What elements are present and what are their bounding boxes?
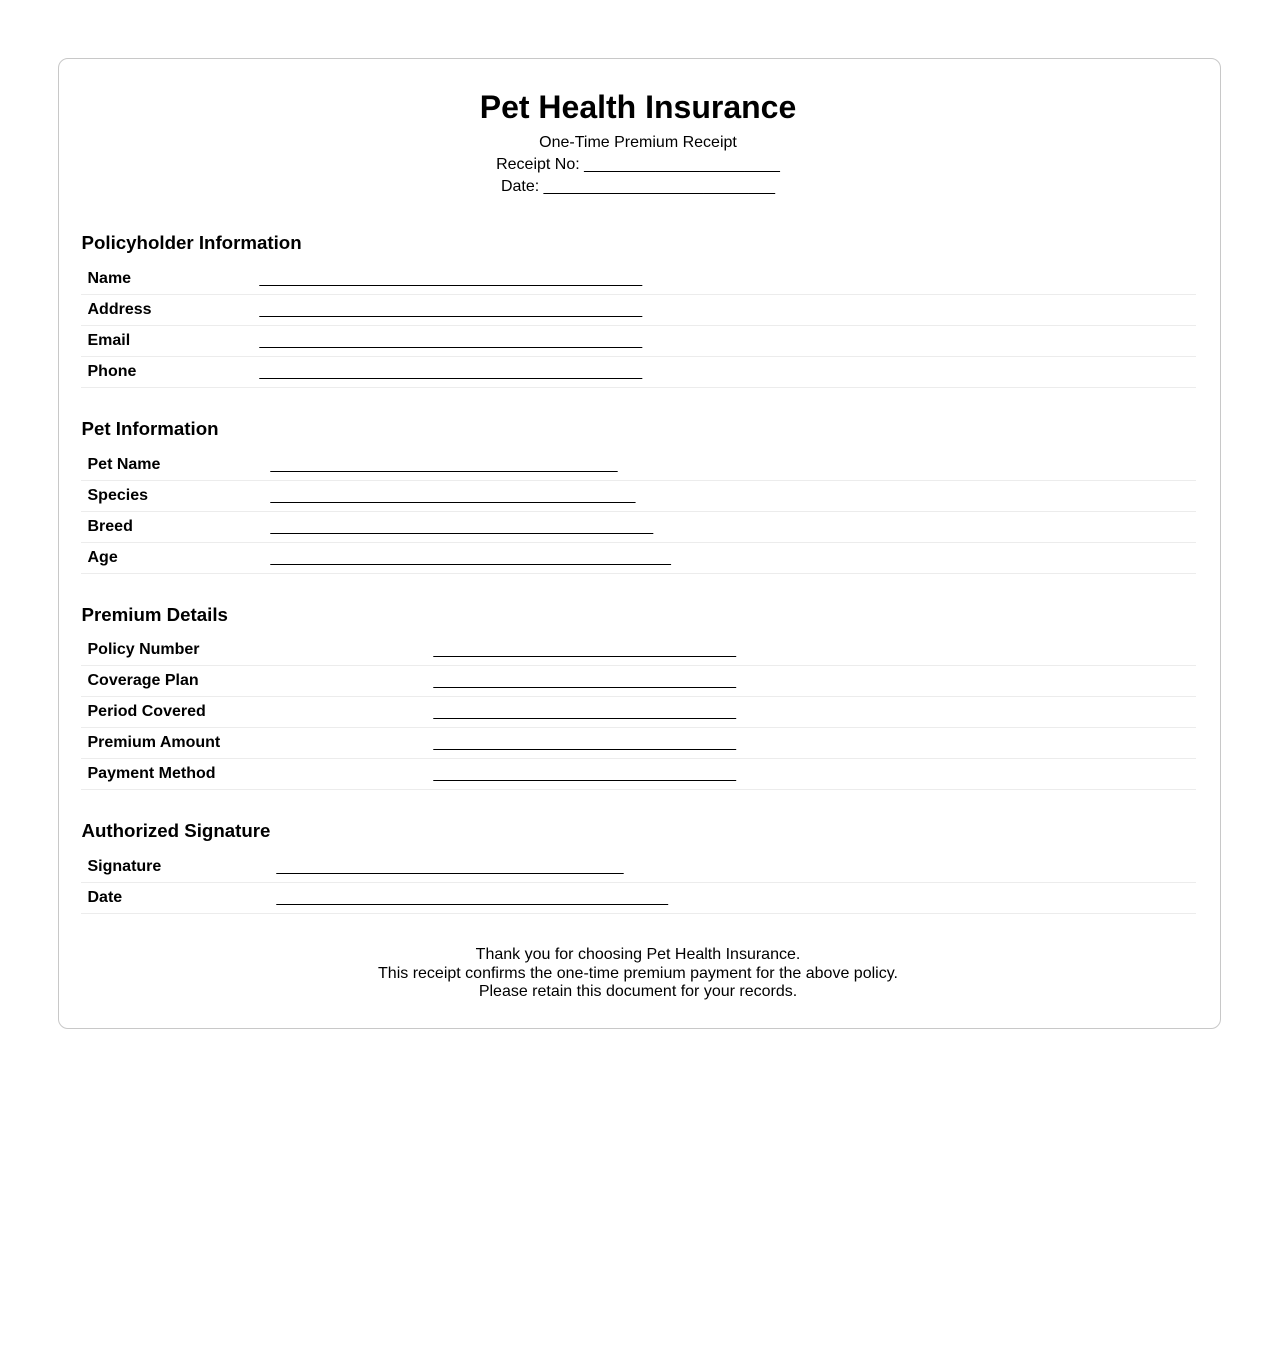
receipt-date-blank-line: __________________________ bbox=[543, 177, 776, 195]
blank-line: _____________________________________________ bbox=[270, 548, 671, 566]
footer-line: Please retain this document for your records. bbox=[478, 983, 798, 1001]
field-label: Policy Number bbox=[87, 641, 200, 659]
field-label: Breed bbox=[87, 517, 133, 535]
field-label: Period Covered bbox=[87, 703, 206, 721]
form-row-breed bbox=[81, 512, 1196, 543]
section-policyholder-information bbox=[81, 232, 1196, 388]
blank-line: __________________________________ bbox=[433, 734, 737, 752]
section-authorized-signature bbox=[81, 820, 1196, 914]
form-row-signature-date bbox=[81, 883, 1196, 914]
blank-line: ___________________________________________ bbox=[259, 300, 643, 318]
form-row-pet-name bbox=[81, 450, 1196, 481]
field-label: Address bbox=[87, 300, 152, 318]
form-row-name bbox=[81, 264, 1196, 295]
section-title: Pet Information bbox=[81, 417, 219, 439]
blank-line: _______________________________________ bbox=[276, 858, 624, 876]
blank-line: ____________________________________________ bbox=[276, 889, 669, 907]
page bbox=[0, 58, 1278, 1358]
field-label: Date bbox=[87, 889, 123, 907]
section-title: Premium Details bbox=[81, 603, 228, 625]
field-label: Pet Name bbox=[87, 455, 161, 473]
receipt-footer bbox=[81, 946, 1196, 1002]
receipt-subtitle: One-Time Premium Receipt bbox=[539, 133, 737, 151]
footer-line: Thank you for choosing Pet Health Insurance. bbox=[475, 946, 801, 964]
form-row-signature bbox=[81, 852, 1196, 883]
blank-line: __________________________________ bbox=[433, 765, 737, 783]
field-label: Name bbox=[87, 269, 132, 287]
receipt-number-blank-line: ______________________ bbox=[584, 155, 780, 173]
section-title: Policyholder Information bbox=[81, 231, 302, 253]
form-row-phone bbox=[81, 357, 1196, 388]
form-row-policy-number bbox=[81, 635, 1196, 666]
blank-line: ___________________________________________ bbox=[270, 517, 654, 535]
form-row-species bbox=[81, 481, 1196, 512]
blank-line: _________________________________________ bbox=[270, 486, 636, 504]
field-label: Premium Amount bbox=[87, 734, 221, 752]
field-label: Age bbox=[87, 548, 118, 566]
section-premium-details bbox=[81, 604, 1196, 791]
field-label: Email bbox=[87, 331, 131, 349]
section-pet-information bbox=[81, 418, 1196, 574]
form-row-premium-amount bbox=[81, 728, 1196, 759]
form-row-coverage-plan bbox=[81, 666, 1196, 697]
form-row-payment-method bbox=[81, 759, 1196, 790]
form-row-address bbox=[81, 295, 1196, 326]
blank-line: __________________________________ bbox=[433, 641, 737, 659]
section-title: Authorized Signature bbox=[81, 820, 271, 842]
field-label: Payment Method bbox=[87, 765, 216, 783]
field-label: Signature bbox=[87, 858, 162, 876]
footer-line: This receipt confirms the one-time premium payment for the above policy. bbox=[378, 964, 898, 982]
receipt-number-row bbox=[81, 154, 1196, 176]
form-row-age bbox=[81, 543, 1196, 574]
form-row-period-covered bbox=[81, 697, 1196, 728]
field-label: Species bbox=[87, 486, 148, 504]
page-title: Pet Health Insurance bbox=[479, 89, 797, 125]
field-label: Coverage Plan bbox=[87, 672, 199, 690]
form-row-email bbox=[81, 326, 1196, 357]
receipt-number-label: Receipt No: bbox=[496, 155, 585, 173]
blank-line: __________________________________ bbox=[433, 703, 737, 721]
receipt-date-label: Date: bbox=[500, 177, 544, 195]
receipt-card bbox=[58, 58, 1221, 1029]
receipt-date-row bbox=[81, 176, 1196, 198]
blank-line: _______________________________________ bbox=[270, 455, 618, 473]
blank-line: ___________________________________________ bbox=[259, 362, 643, 380]
field-label: Phone bbox=[87, 362, 137, 380]
blank-line: ___________________________________________ bbox=[259, 269, 643, 287]
blank-line: __________________________________ bbox=[433, 672, 737, 690]
blank-line: ___________________________________________ bbox=[259, 331, 643, 349]
receipt-header bbox=[81, 89, 1196, 198]
